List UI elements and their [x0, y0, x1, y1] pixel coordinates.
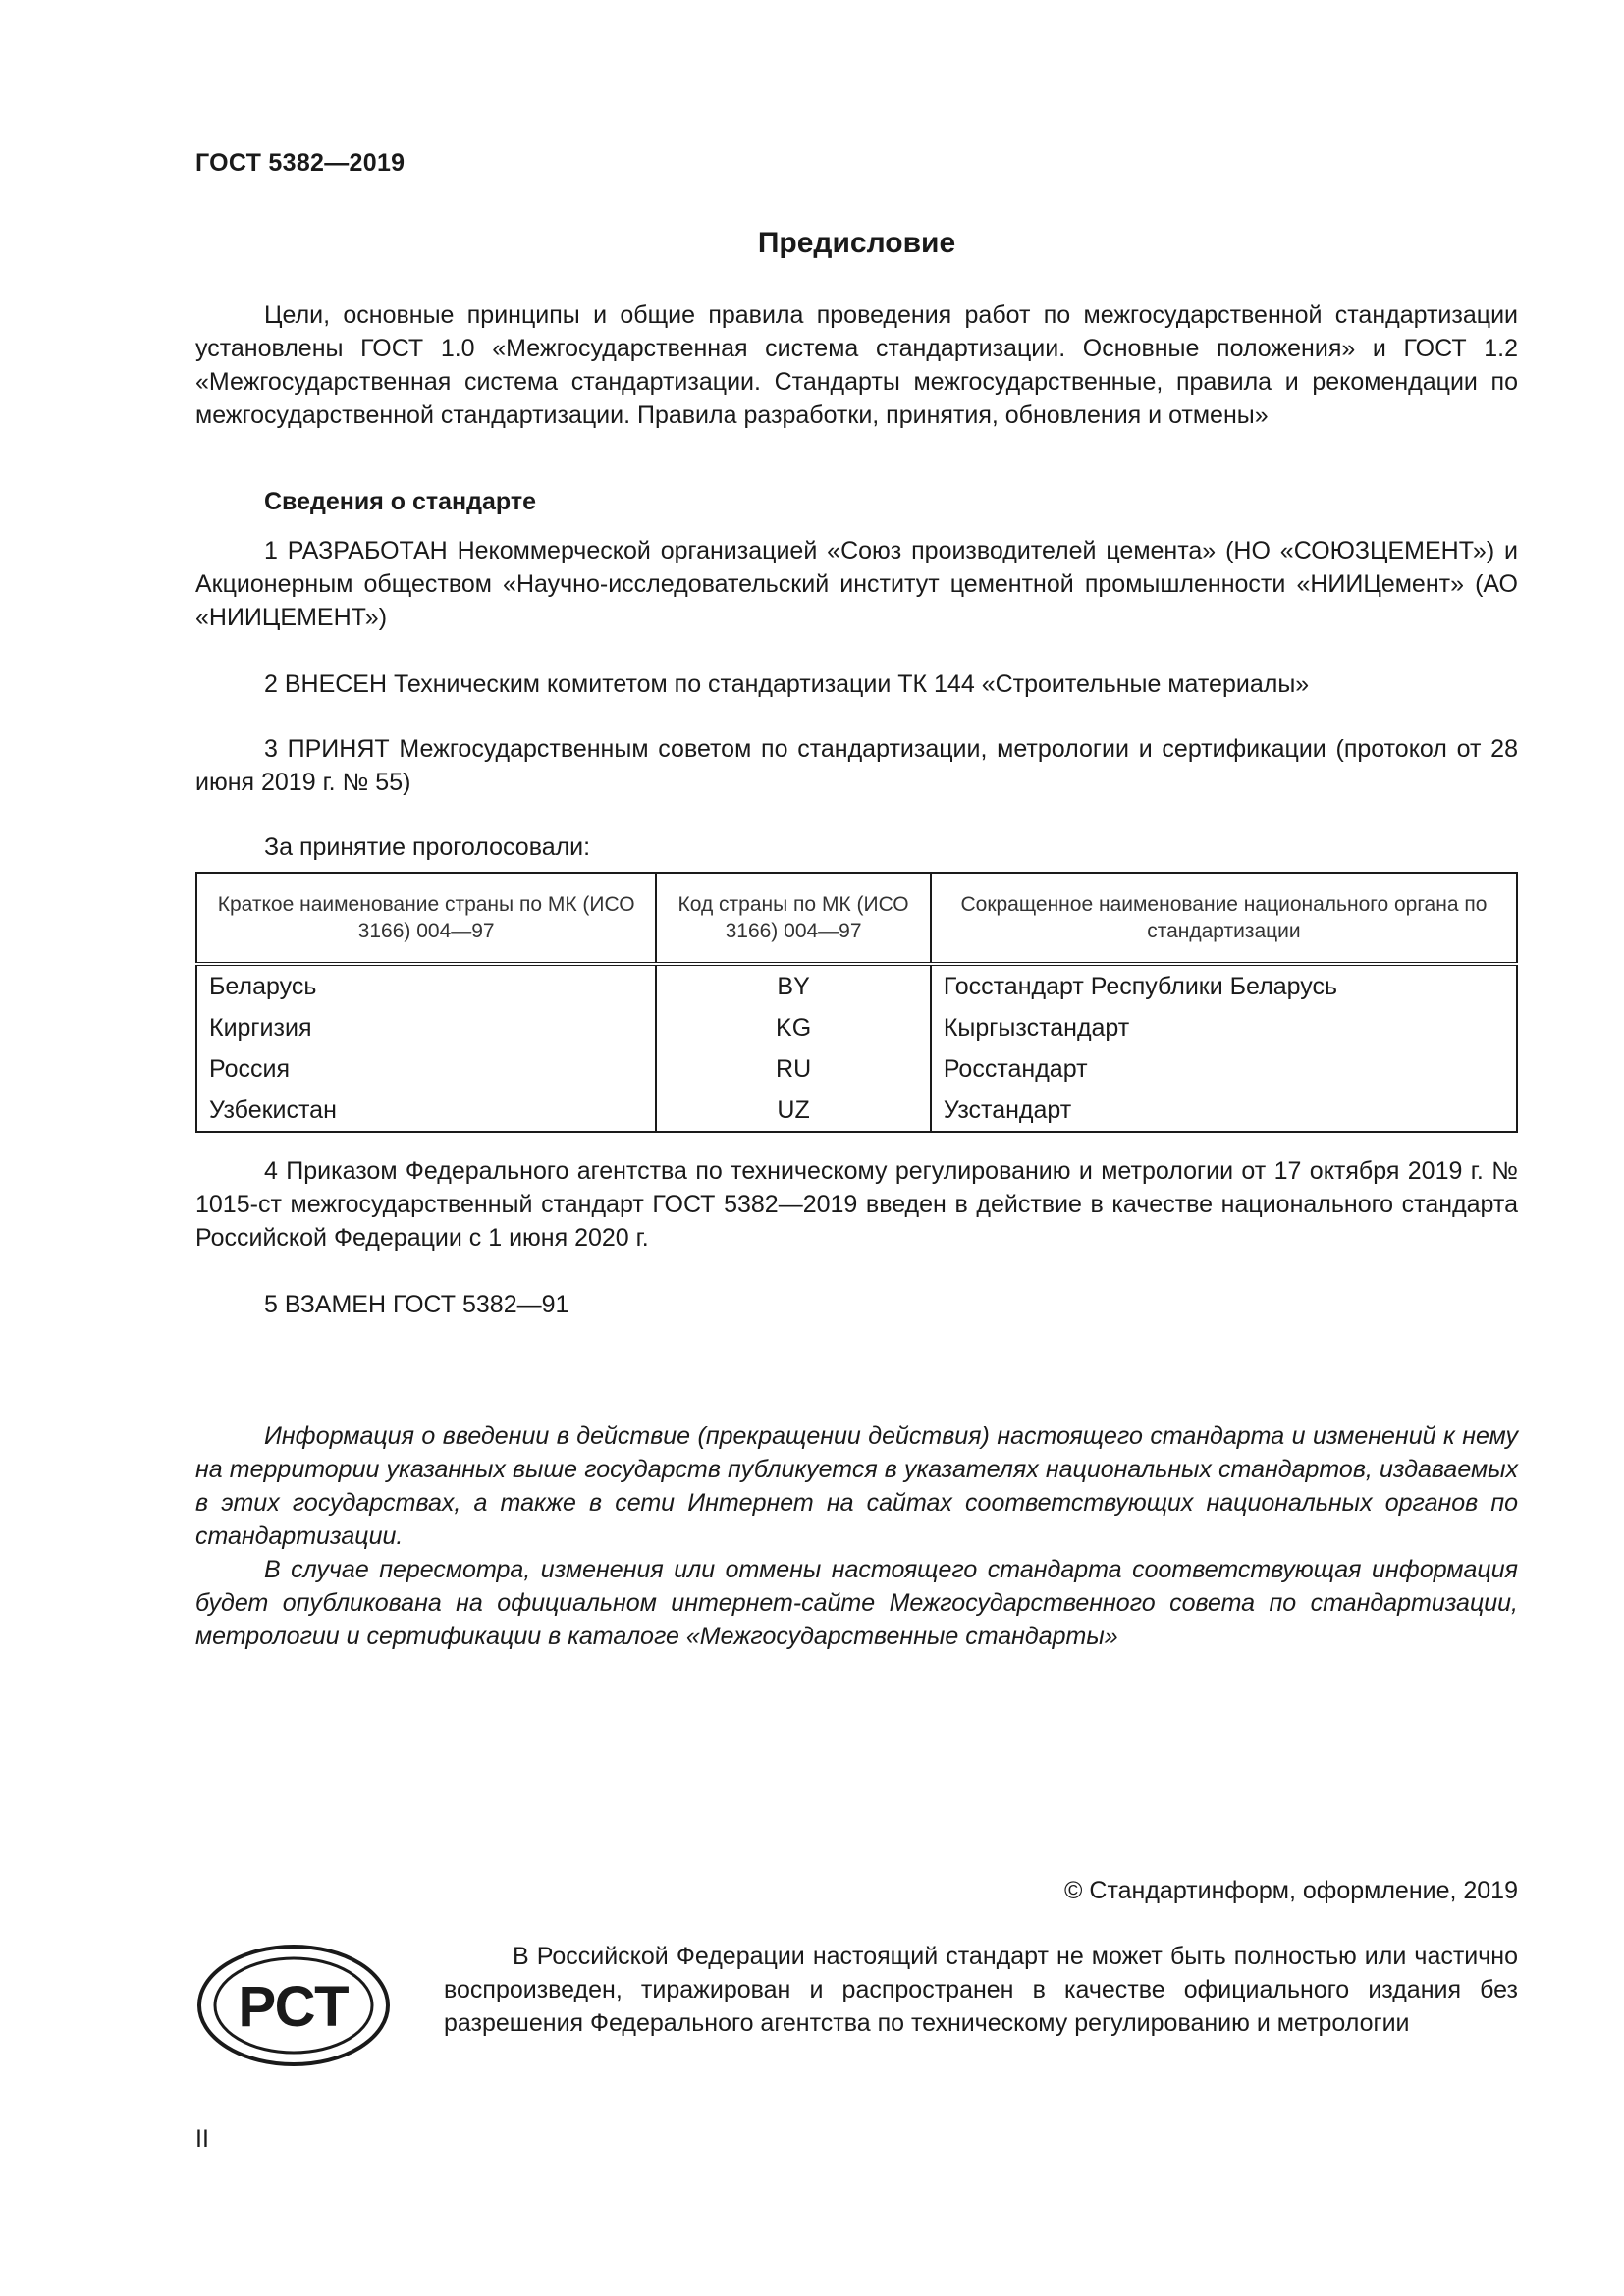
country-name: Россия [196, 1048, 656, 1090]
document-code: ГОСТ 5382—2019 [195, 149, 406, 177]
notice-paragraph-2: В случае пересмотра, изменения или отмены настоящего стандарта соответствующая информация будет опубликована на официальном интернет-сайте Межгосударственного совета по стандартизации, метрологии и сертификации в каталоге «Межгосударственные стандарты» [195, 1556, 1518, 1650]
table-row [196, 1048, 1517, 1090]
item-adopted: 3 ПРИНЯТ Межгосударственным советом по стандартизации, метрологии и сертификации (протокол от 28 июня 2019 г. № 55) [195, 735, 1518, 796]
header-country-name: Краткое наименование страны по МК (ИСО 3166) 004—97 [196, 873, 656, 964]
country-name: Узбекистан [196, 1090, 656, 1132]
country-code: BY [656, 964, 931, 1007]
intro-paragraph: Цели, основные принципы и общие правила проведения работ по межгосударственной стандартизации установлены ГОСТ 1.0 «Межгосударственная система стандартизации. Основные положения» и ГОСТ 1.2 «Межгосударственная система стандартизации. Стандарты межгосударственные, правила и рекомендации по межгосударственной стандартизации. Правила разработки, принятия, обновления и отмены» [195, 301, 1518, 429]
standards-body: Росстандарт [931, 1048, 1517, 1090]
country-code: RU [656, 1048, 931, 1090]
table-row [196, 1007, 1517, 1048]
legal-notice: В Российской Федерации настоящий стандарт не может быть полностью или частично воспроизведен, тиражирован и распространен в качестве официального издания без разрешения Федерального агентства по техническому регулированию и метрологии [444, 1943, 1518, 2037]
item-order: 4 Приказом Федерального агентства по техническому регулированию и метрологии от 17 октября 2019 г. № 1015-ст межгосударственный стандарт ГОСТ 5382—2019 введен в действие в качестве национального стандарта Российской Федерации с 1 июня 2020 г. [195, 1157, 1518, 1252]
table-row [196, 964, 1517, 1007]
voted-label: За принятие проголосовали: [264, 833, 591, 861]
standards-body: Узстандарт [931, 1090, 1517, 1132]
country-code: KG [656, 1007, 931, 1048]
info-heading: Сведения о стандарте [264, 488, 537, 515]
header-country-code: Код страны по МК (ИСО 3166) 004—97 [656, 873, 931, 964]
logo-lettering: РСТ [238, 1975, 350, 2039]
item-replaces: 5 ВЗАМЕН ГОСТ 5382—91 [264, 1291, 569, 1318]
gost-r-certification-mark-icon [195, 1942, 392, 2069]
item-developed: 1 РАЗРАБОТАН Некоммерческой организацией «Союз производителей цемента» (НО «СОЮЗЦЕМЕНТ») и Акционерным обществом «Научно-исследовательский институт цементной промышленности «НИИЦемент» (АО «НИИЦЕМЕНТ») [195, 537, 1518, 631]
notice-paragraph-1: Информация о введении в действие (прекращении действия) настоящего стандарта и изменений к нему на территории указанных выше государств публикуется в указателях национальных стандартов, издаваемых в этих государствах, а также в сети Интернет на сайтах соответствующих национальных органов по стандартизации. [195, 1422, 1518, 1550]
country-code: UZ [656, 1090, 931, 1132]
copyright-line: © Стандартинформ, оформление, 2019 [1064, 1877, 1518, 1904]
table-header-row [196, 873, 1517, 964]
header-standards-body: Сокращенное наименование национального органа по стандартизации [931, 873, 1517, 964]
document-page [195, 0, 1518, 2296]
country-name: Киргизия [196, 1007, 656, 1048]
standards-body: Кыргызстандарт [931, 1007, 1517, 1048]
page-title: Предисловие [757, 227, 956, 259]
page-number: II [195, 2125, 209, 2153]
item-introduced: 2 ВНЕСЕН Техническим комитетом по стандартизации ТК 144 «Строительные материалы» [264, 670, 1310, 698]
country-name: Беларусь [196, 964, 656, 1007]
standards-body: Госстандарт Республики Беларусь [931, 964, 1517, 1007]
member-states-table [195, 872, 1518, 1133]
table-row [196, 1090, 1517, 1132]
